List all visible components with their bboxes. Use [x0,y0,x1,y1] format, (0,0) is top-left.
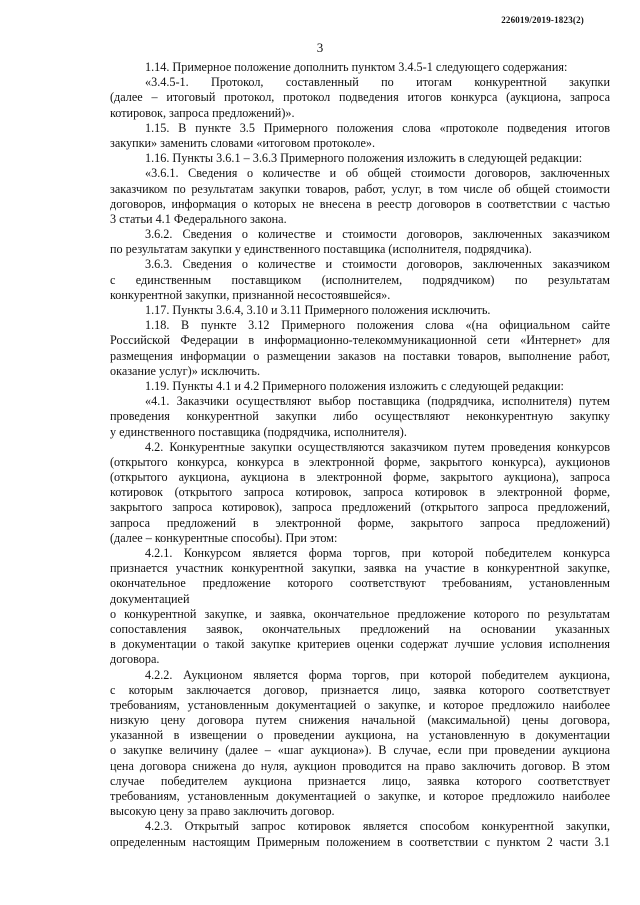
text-line: «3.4.5-1. Протокол, составленный по итогам конкурентной закупки [145,75,610,90]
text-line: договора. [110,652,160,667]
text-line: 3 статьи 4.1 Федерального закона. [110,211,287,226]
text-line: 4.2.3. Открытый запрос котировок является способом конкурентной закупки, [145,819,610,834]
text-line: по результатам закупки у единственного поставщика (исполнителя, подрядчика). [110,242,532,257]
text-line: 1.16. Пункты 3.6.1 – 3.6.3 Примерного положения изложить в следующей редакции: [145,151,583,166]
text-line: котировок, запроса предложений)». [110,105,295,120]
text-line: (далее – итоговый протокол, протокол подведения итогов конкурса (аукциона, запроса [110,90,610,105]
text-line: с единственным поставщиком (исполнителем, подрядчиком) по результатам [110,272,610,287]
text-line: 4.2.1. Конкурсом является форма торгов, при которой победителем конкурса [145,546,610,560]
text-line: 1.14. Примерное положение дополнить пунктом 3.4.5-1 следующего содержания: [145,60,568,74]
text-line: в документации о такой закупке критериев оценки содержат лучшие условия исполнения [110,637,610,652]
text-line: случае победителем аукциона признается лицо, заявка которого соответствует [110,773,610,788]
text-line: (далее – конкурентные способы). При этом: [110,530,338,545]
text-line: конкурентной закупки, признанной несостоявшейся». [110,287,391,302]
text-line: 3.6.3. Сведения о количестве и стоимости договоров, заключенных заказчиком [145,257,610,272]
text-line: о закупке величину (далее – «шаг аукциона»). В случае, если при проведении аукциона [110,743,610,758]
document-number: 226019/2019-1823(2) [501,15,584,25]
text-line: с которым заключается договор, признается лицо, заявка которого соответствует [110,682,610,697]
text-line: «3.6.1. Сведения о количестве и об общей стоимости договоров, заключенных [145,166,610,181]
text-line: сопоставления заявок, окончательных предложений на основании указанных [110,621,610,636]
text-line: (открытого конкурса, конкурса в электронной форме, закрытого конкурса), аукционов [110,454,610,469]
text-line: определенным настоящим Примерным положением в соответствии с пунктом 2 части 3.1 [110,834,610,849]
text-line: указанной в извещении о проведении аукциона, на установленную в документации [110,728,610,743]
text-line: требованиям, установленным документацией о закупке, и которое предложило наиболее [110,789,610,803]
text-line: низкую цену договора путем снижения начальной (максимальной) цены договора, [110,713,610,728]
text-line: 1.18. В пункте 3.12 Примерного положения слова «(на официальном сайте [145,318,610,333]
text-line: проведения конкурентной закупки либо осуществляют неконкурентную закупку [110,409,610,424]
text-line: котировок (открытого запроса котировок, запроса котировок в электронной форме, [110,485,610,500]
text-line: требованиям, установленным документацией о закупке, и которое предложило наиболее [110,697,610,712]
text-line: оказание услуг)» исключить. [110,363,260,378]
text-line: документацией [110,591,190,606]
text-line: договоров, информация о которых не внесена в реестр договоров в соответствии с частью [110,196,610,211]
text-line: закупки» заменить словами «итоговом протоколе». [110,135,375,150]
document-body [110,60,610,850]
text-line: 4.2.2. Аукционом является форма торгов, при которой победителем аукциона, [145,667,610,682]
text-line: размещения информации о размещении заказов на поставки товаров, выполнение работ, [110,348,610,363]
text-line: запроса предложений в электронной форме, закрытого запроса предложений) [110,515,610,530]
text-line: Российской Федерации в информационно-телекоммуникационной сети «Интернет» для [110,333,610,348]
text-line: 1.19. Пункты 4.1 и 4.2 Примерного положения изложить с следующей редакции: [145,378,564,393]
text-line: высокую цену за право заключить договор. [110,804,335,819]
text-line: заказчиком по результатам закупки товаров, работ, услуг, в том числе об общей стоимости [110,181,610,196]
text-line: 4.2. Конкурентные закупки осуществляются заказчиком путем проведения конкурсов [145,439,610,454]
text-line: 3.6.2. Сведения о количестве и стоимости договоров, заключенных заказчиком [145,227,610,242]
text-line: 1.17. Пункты 3.6.4, 3.10 и 3.11 Примерного положения исключить. [145,303,491,317]
text-line: «4.1. Заказчики осуществляют выбор поставщика (подрядчика, исполнителя) путем [145,394,610,409]
page-number: 3 [316,40,324,55]
text-line: закрытого запроса котировок), запроса предложений (открытого запроса предложений, [110,500,610,515]
text-line: у единственного поставщика (подрядчика, исполнителя). [110,424,407,439]
text-line: 1.15. В пункте 3.5 Примерного положения слова «протоколе подведения итогов [145,120,610,135]
text-line: признается участник конкурентной закупки, заявка на участие в конкурентной закупке, [110,561,610,576]
text-line: цена договора снижена до нуля, аукцион проводится на право заключить договор. В этом [110,758,610,773]
text-line: (открытого аукциона, аукциона в электронной форме, закрытого аукциона), запроса [110,470,610,485]
text-line: окончательное предложение которого соответствуют требованиям, установленным [110,576,610,591]
text-line: о конкурентной закупке, и заявка, окончательное предложение которого по результатам [110,606,610,621]
